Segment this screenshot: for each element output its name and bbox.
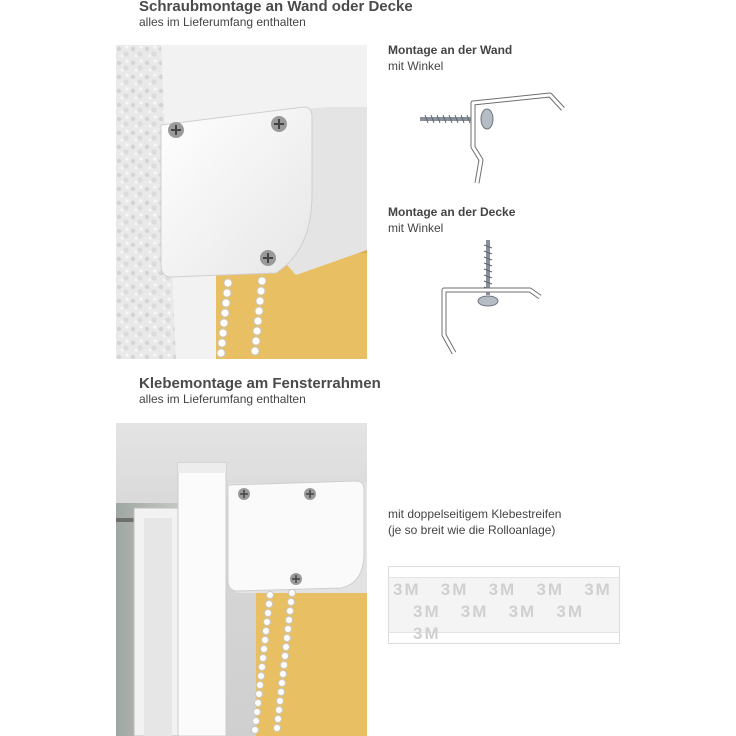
section-adhesive-subtitle: alles im Lieferumfang enthalten xyxy=(139,392,306,406)
ceiling-bracket-icon xyxy=(430,235,550,360)
section-screw-subtitle: alles im Lieferumfang enthalten xyxy=(139,15,306,29)
ceiling-mount-subtitle: mit Winkel xyxy=(388,221,444,235)
adhesive-tape-strip xyxy=(388,566,620,644)
tape-logo-pattern: 3M 3M 3M 3M 3M 3M 3M 3M 3M 3M xyxy=(393,580,612,643)
photo-frame-mount xyxy=(116,423,367,736)
wall-mount-title: Montage an der Wand xyxy=(388,43,513,57)
adhesive-note-line1: mit doppelseitigem Klebestreifen xyxy=(388,507,562,521)
section-screw-title: Schraubmontage an Wand oder Decke xyxy=(139,0,413,15)
wall-mount-subtitle: mit Winkel xyxy=(388,59,444,73)
ceiling-mount-title: Montage an der Decke xyxy=(388,205,516,219)
section-adhesive-title: Klebemontage am Fensterrahmen xyxy=(139,375,381,392)
photo-wall-mount xyxy=(116,45,367,359)
adhesive-note xyxy=(388,506,561,538)
wall-bracket-icon xyxy=(415,85,575,190)
screw-icon xyxy=(168,122,184,138)
adhesive-note-line2: (je so breit wie die Rolloanlage) xyxy=(388,523,556,537)
